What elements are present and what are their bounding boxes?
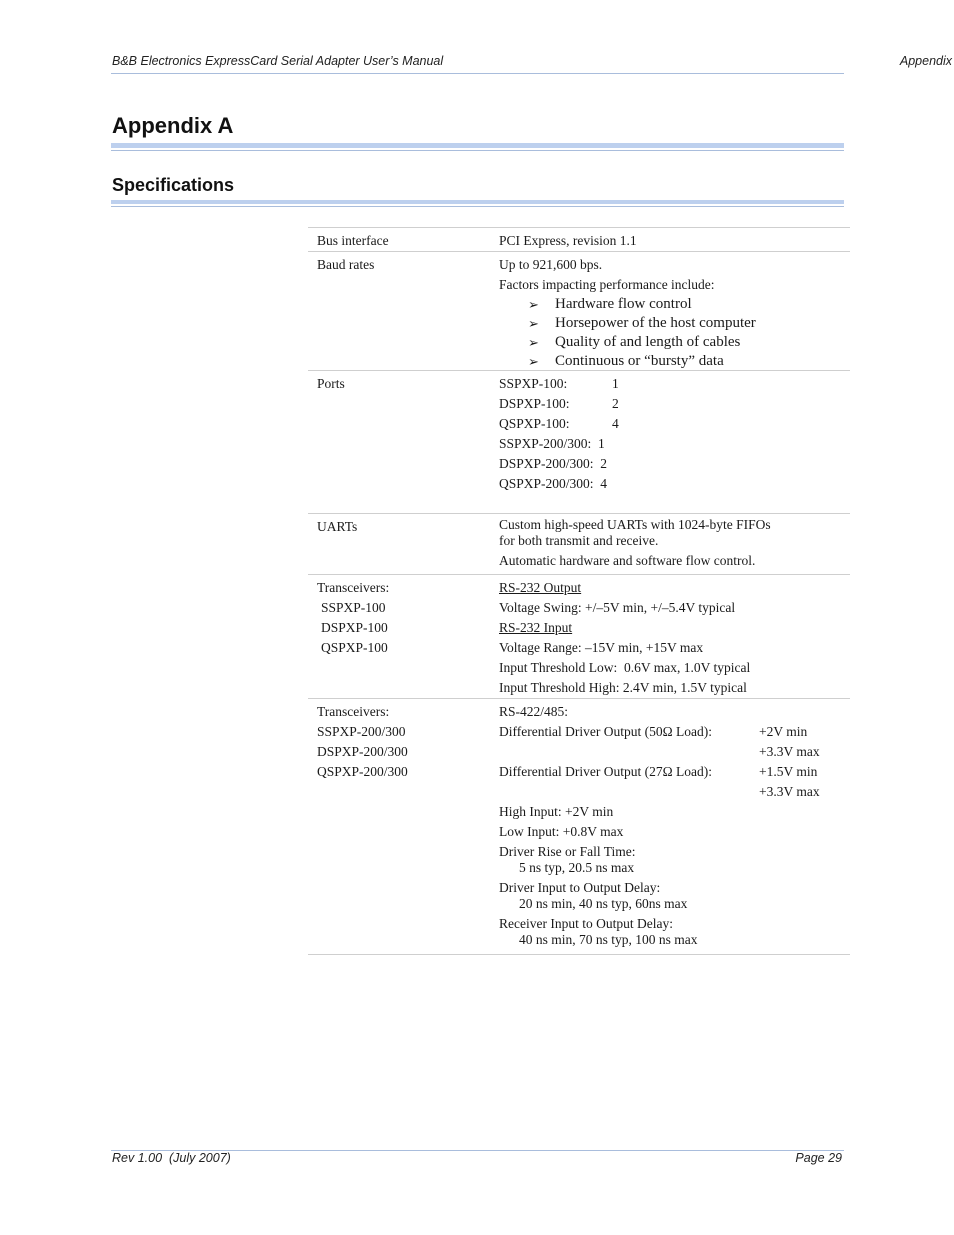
specifications-heading: Specifications xyxy=(112,175,235,195)
spec-value: RS-422/485: xyxy=(499,704,569,719)
arrow-bullet-icon: ➢ xyxy=(528,354,539,369)
spec-value: Up to 921,600 bps. xyxy=(499,257,603,272)
spec-value: Custom high-speed UARTs with 1024-byte FIFOs xyxy=(499,517,771,532)
diff-output-27: Differential Driver Output (27Ω Load): +1.5V min xyxy=(499,764,818,779)
spec-row-uarts xyxy=(308,513,850,574)
spec-value: PCI Express, revision 1.1 xyxy=(499,233,637,248)
arrow-bullet-icon: ➢ xyxy=(528,316,539,331)
model-name: QSPXP-200/300 xyxy=(317,764,408,779)
page-footer xyxy=(112,1151,844,1165)
subheading-rule-thin xyxy=(111,206,844,207)
heading-rule-thick xyxy=(111,143,844,148)
spec-row-transceivers-200 xyxy=(308,698,850,955)
spec-row-baud xyxy=(308,251,850,370)
specifications-table xyxy=(308,227,850,955)
spec-value: Driver Rise or Fall Time: xyxy=(499,844,636,859)
spec-value: Input Threshold High: 2.4V min, 1.5V typical xyxy=(499,680,747,695)
spec-label: Ports xyxy=(317,376,345,391)
spec-value: Receiver Input to Output Delay: xyxy=(499,916,673,931)
diff-output-50-max: +3.3V max xyxy=(759,744,820,759)
spec-label: Baud rates xyxy=(317,257,375,272)
spec-value: 40 ns min, 70 ns typ, 100 ns max xyxy=(519,932,698,947)
list-item: ➢ Quality of and length of cables xyxy=(528,334,741,350)
page-number: Page 29 xyxy=(795,1151,842,1165)
arrow-bullet-icon: ➢ xyxy=(528,335,539,350)
manual-title: B&B Electronics ExpressCard Serial Adapter User’s Manual xyxy=(112,54,444,68)
spec-label: Bus interface xyxy=(317,233,389,248)
port-line: DSPXP-200/300: 2 xyxy=(499,456,608,471)
diff-output-27-max: +3.3V max xyxy=(759,784,820,799)
spec-row-ports xyxy=(308,370,850,513)
spec-row-transceivers-100 xyxy=(308,574,850,698)
arrow-bullet-icon: ➢ xyxy=(528,297,539,312)
model-name: DSPXP-100 xyxy=(321,620,388,635)
page-header xyxy=(112,54,954,68)
spec-value: High Input: +2V min xyxy=(499,804,614,819)
spec-label: Transceivers: xyxy=(317,580,390,595)
header-rule xyxy=(111,73,844,74)
revision: Rev 1.00 (July 2007) xyxy=(112,1151,231,1165)
spec-value: Factors impacting performance include: xyxy=(499,277,715,292)
spec-row-bus xyxy=(308,227,850,251)
list-item: ➢ Horsepower of the host computer xyxy=(528,315,756,331)
spec-value: Automatic hardware and software flow control. xyxy=(499,553,756,568)
spec-value: Driver Input to Output Delay: xyxy=(499,880,661,895)
subheading-rule-thick xyxy=(111,200,844,204)
heading-rule-thin xyxy=(111,150,844,151)
port-line: SSPXP-100: 1 xyxy=(499,376,619,391)
spec-value: Low Input: +0.8V max xyxy=(499,824,624,839)
port-line: DSPXP-100: 2 xyxy=(499,396,619,411)
diff-output-50: Differential Driver Output (50Ω Load): +2V min xyxy=(499,724,808,739)
spec-label: Transceivers: xyxy=(317,704,390,719)
port-line: QSPXP-200/300: 4 xyxy=(499,476,608,491)
port-line: QSPXP-100: 4 xyxy=(499,416,619,431)
list-item: ➢ Hardware flow control xyxy=(528,296,692,312)
spec-value: Voltage Range: –15V min, +15V max xyxy=(499,640,704,655)
appendix-heading: Appendix A xyxy=(112,113,234,138)
spec-value: 20 ns min, 40 ns typ, 60ns max xyxy=(519,896,688,911)
rs232-output-heading: RS-232 Output xyxy=(499,580,582,595)
spec-value: 5 ns typ, 20.5 ns max xyxy=(519,860,635,875)
model-name: DSPXP-200/300 xyxy=(317,744,408,759)
model-name: SSPXP-100 xyxy=(321,600,386,615)
spec-value: Input Threshold Low: 0.6V max, 1.0V typical xyxy=(499,660,751,675)
spec-value: Voltage Swing: +/–5V min, +/–5.4V typical xyxy=(499,600,736,615)
spec-label: UARTs xyxy=(317,519,358,534)
model-name: SSPXP-200/300 xyxy=(317,724,406,739)
model-name: QSPXP-100 xyxy=(321,640,388,655)
port-line: SSPXP-200/300: 1 xyxy=(499,436,605,451)
list-item: ➢ Continuous or “bursty” data xyxy=(528,353,724,369)
section-name: Appendix xyxy=(899,54,952,68)
spec-value: for both transmit and receive. xyxy=(499,533,659,548)
rs232-input-heading: RS-232 Input xyxy=(499,620,573,635)
